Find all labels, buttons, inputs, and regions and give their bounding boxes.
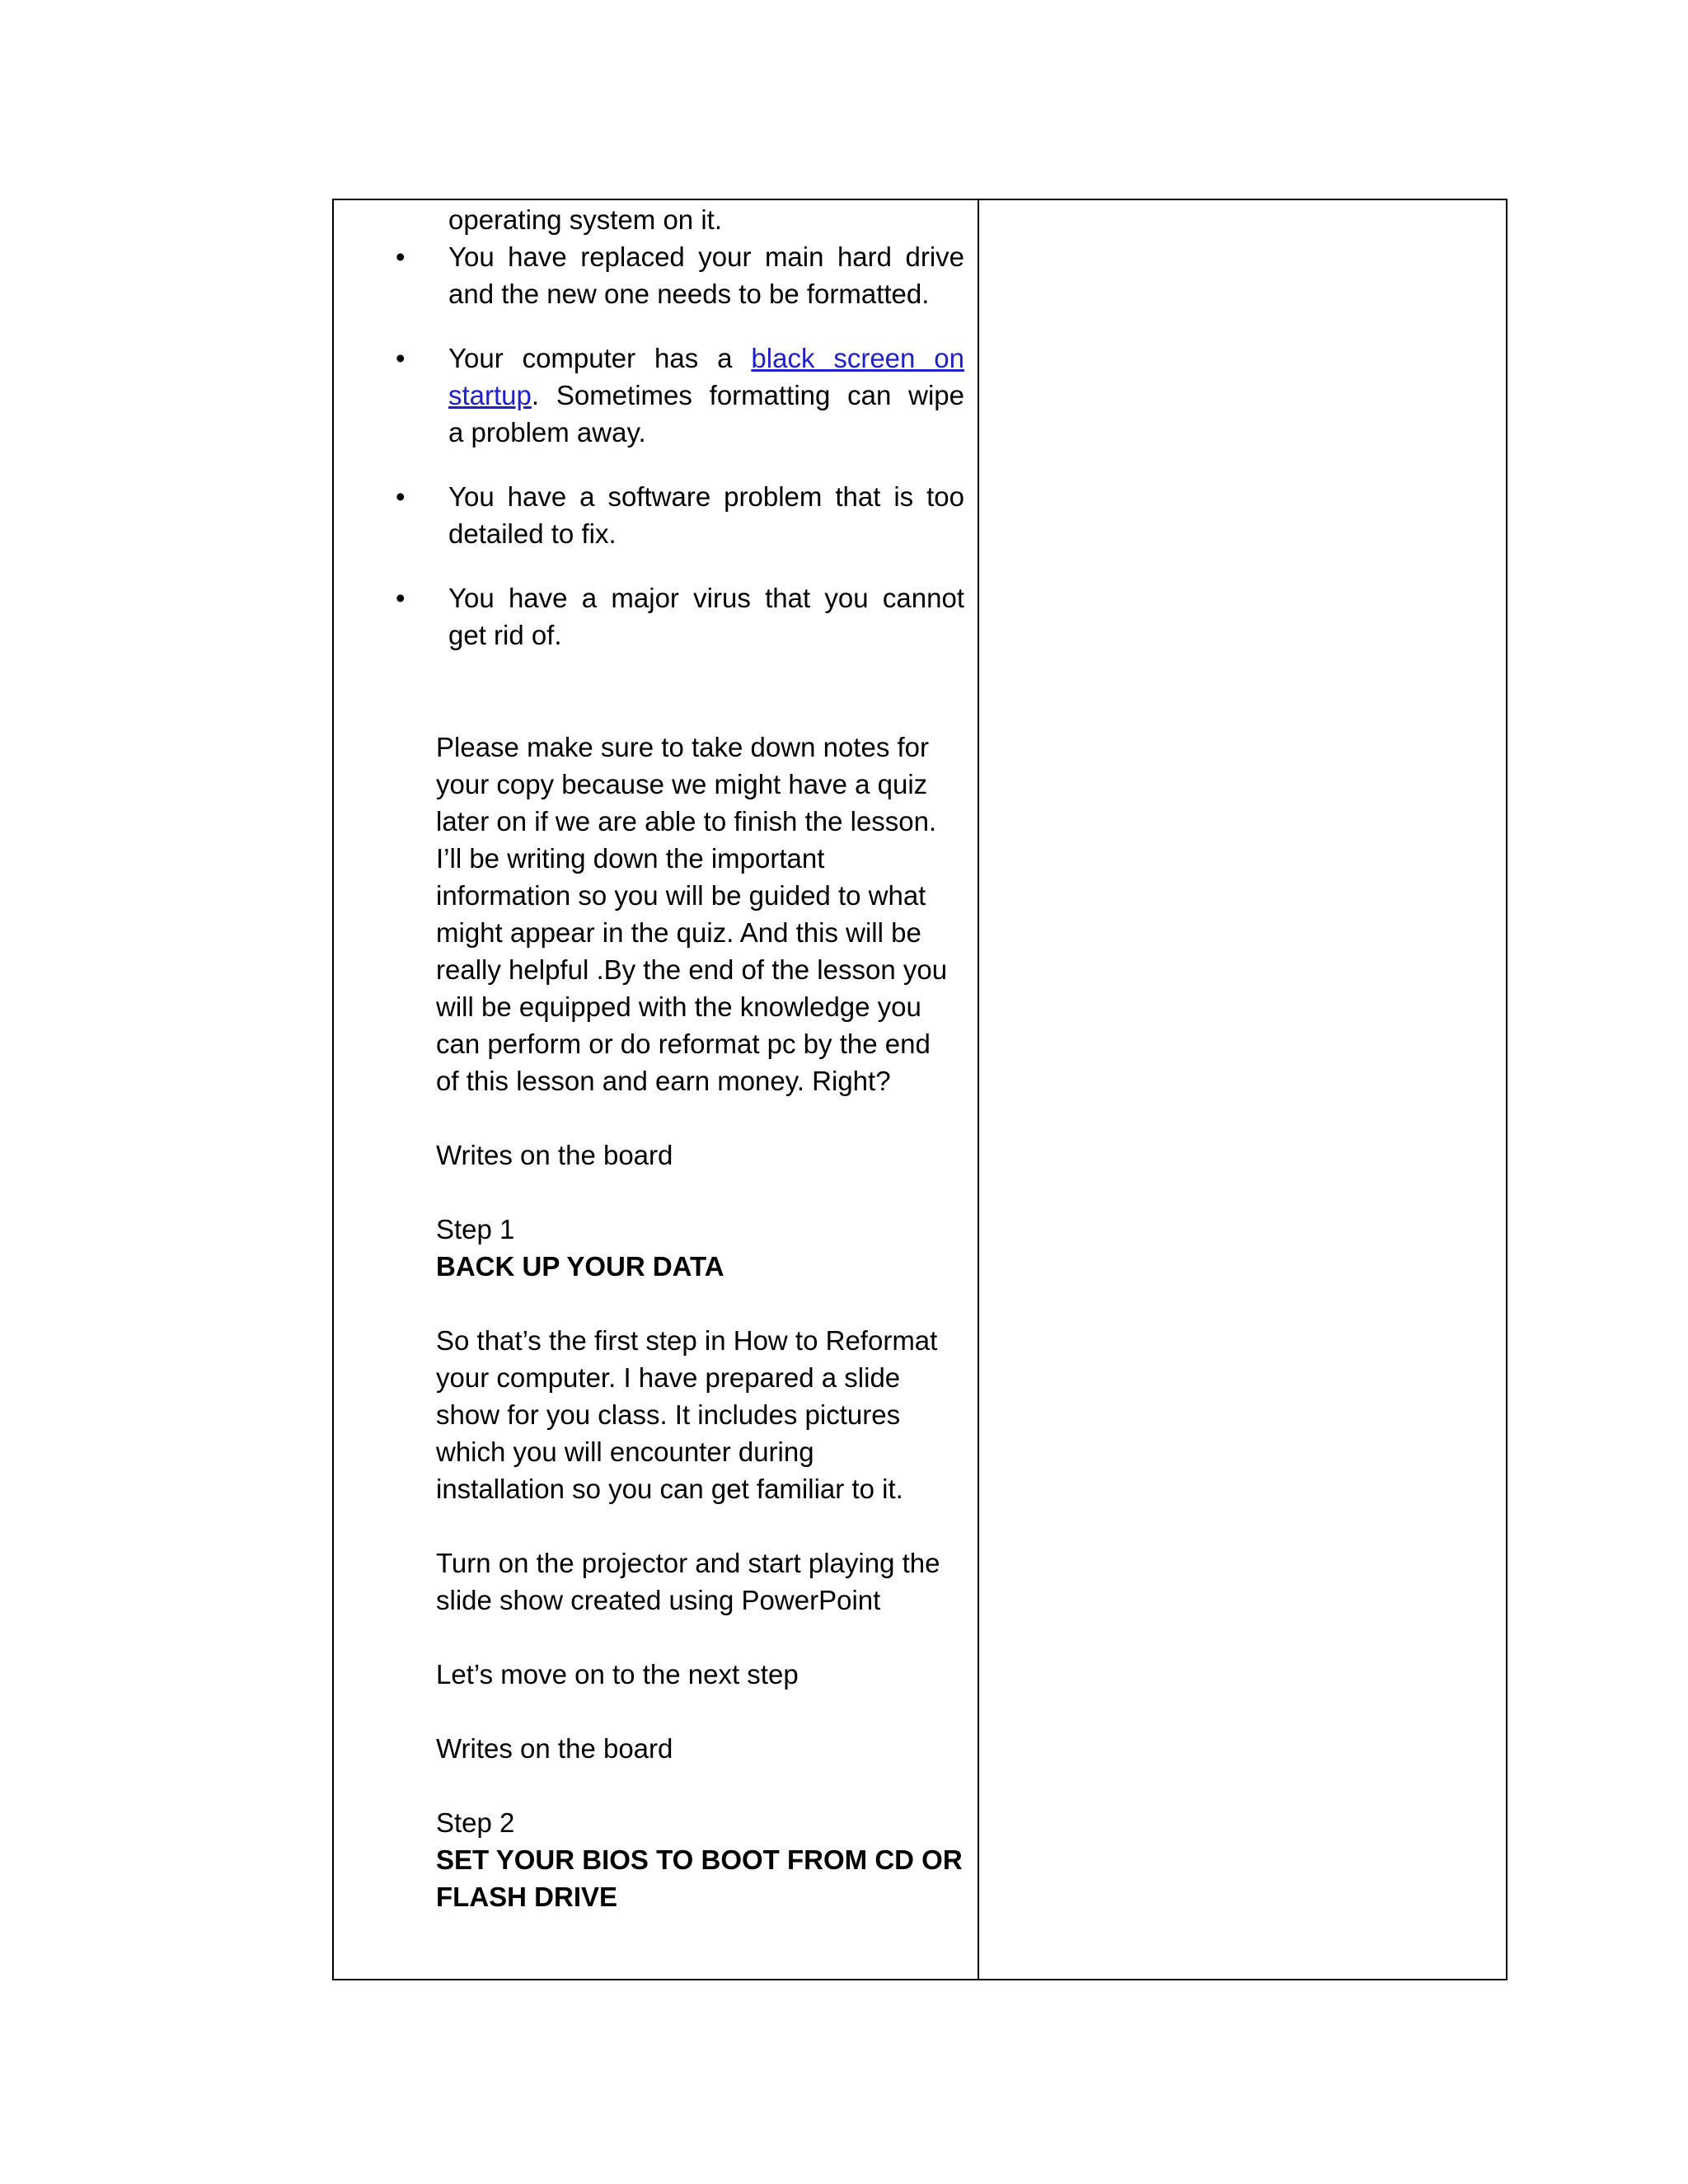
bullet-text-line (448, 340, 964, 377)
lesson-right-column (979, 200, 1506, 1979)
paragraph-line: your copy because we might have a quiz (436, 769, 928, 799)
paragraph-line: which you will encounter during (436, 1436, 814, 1467)
bullet-text-line: You have a software problem that is too (448, 481, 964, 512)
paragraph-line: installation so you can get familiar to it. (436, 1474, 903, 1504)
bullet-icon: • (396, 583, 406, 613)
lesson-table (332, 199, 1507, 1980)
step2-title-line: FLASH DRIVE (436, 1882, 618, 1912)
paragraph-line: might appear in the quiz. And this will be (436, 917, 921, 948)
bullet-text-line: detailed to fix. (448, 518, 617, 549)
bullet-text-line: You have a major virus that you cannot (448, 583, 964, 613)
bullet-icon: • (396, 241, 406, 272)
paragraph-line: show for you class. It includes pictures (436, 1399, 901, 1430)
bullet-text-line: get rid of. (448, 620, 562, 650)
bullet-text-suffix: . Sometimes formatting can wipe (531, 380, 964, 410)
step2-title-line: SET YOUR BIOS TO BOOT FROM CD OR (436, 1844, 963, 1875)
paragraph-line: will be equipped with the knowledge you (436, 991, 921, 1022)
paragraph-line: So that’s the first step in How to Reformat (436, 1325, 938, 1356)
black-screen-link[interactable]: black screen on (751, 343, 964, 373)
bullet-text-line: You have replaced your main hard drive (448, 241, 964, 272)
paragraph-line: slide show created using PowerPoint (436, 1585, 881, 1615)
paragraph-line: I’ll be writing down the important (436, 843, 825, 874)
next-step-text: Let’s move on to the next step (436, 1659, 799, 1690)
bullet-text-line (448, 377, 964, 414)
writes-on-board-text: Writes on the board (436, 1140, 673, 1170)
paragraph-line: later on if we are able to finish the lesson. (436, 806, 937, 837)
step2-label: Step 2 (436, 1807, 515, 1838)
paragraph-line: Turn on the projector and start playing the (436, 1548, 940, 1578)
step1-title: BACK UP YOUR DATA (436, 1251, 724, 1282)
paragraph-line: really helpful .By the end of the lesson you (436, 954, 948, 985)
paragraph-line: your computer. I have prepared a slide (436, 1362, 901, 1393)
lesson-left-column (334, 200, 978, 1979)
writes-on-board-text: Writes on the board (436, 1733, 673, 1764)
paragraph-line: can perform or do reformat pc by the end (436, 1029, 931, 1059)
step1-label: Step 1 (436, 1214, 515, 1244)
paragraph-line: information so you will be guided to what (436, 880, 926, 911)
bullet-text-line: and the new one needs to be formatted. (448, 279, 930, 309)
bullet-icon: • (396, 343, 406, 373)
paragraph-line: of this lesson and earn money. Right? (436, 1066, 891, 1096)
bullet-icon: • (396, 481, 406, 512)
startup-link[interactable]: startup (448, 380, 532, 410)
bullet-text-line: a problem away. (448, 417, 646, 448)
paragraph-line: Please make sure to take down notes for (436, 732, 929, 762)
bullet-continuation-line: operating system on it. (448, 204, 722, 235)
bullet-text-prefix: Your computer has a (448, 343, 752, 373)
